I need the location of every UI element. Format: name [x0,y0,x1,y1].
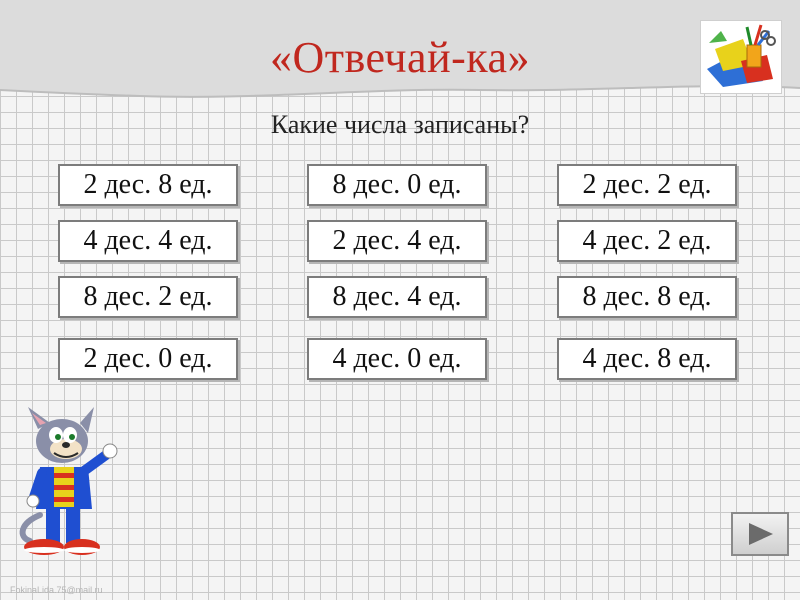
answer-button[interactable]: 8 дес. 8 ед. [557,276,737,318]
answer-button[interactable]: 2 дес. 8 ед. [58,164,238,206]
answer-button[interactable]: 2 дес. 2 ед. [557,164,737,206]
answer-button[interactable]: 8 дес. 2 ед. [58,276,238,318]
question-text: Какие числа записаны? [270,110,530,139]
answer-button[interactable]: 4 дес. 0 ед. [307,338,487,380]
footer-credit: FokinaLida.75@mail.ru [10,585,103,595]
next-slide-button[interactable] [731,512,789,556]
page-title: «Отвечай-ка» [269,33,531,82]
answer-button[interactable]: 8 дес. 4 ед. [307,276,487,318]
craft-supplies-icon [700,20,782,94]
answer-button[interactable]: 2 дес. 4 ед. [307,220,487,262]
answer-button[interactable]: 2 дес. 0 ед. [58,338,238,380]
cartoon-cat-icon [10,405,120,560]
answer-button[interactable]: 4 дес. 8 ед. [557,338,737,380]
answer-button[interactable]: 4 дес. 4 ед. [58,220,238,262]
play-arrow-icon [745,521,775,547]
header-band [0,0,800,100]
answer-button[interactable]: 4 дес. 2 ед. [557,220,737,262]
answer-button[interactable]: 8 дес. 0 ед. [307,164,487,206]
